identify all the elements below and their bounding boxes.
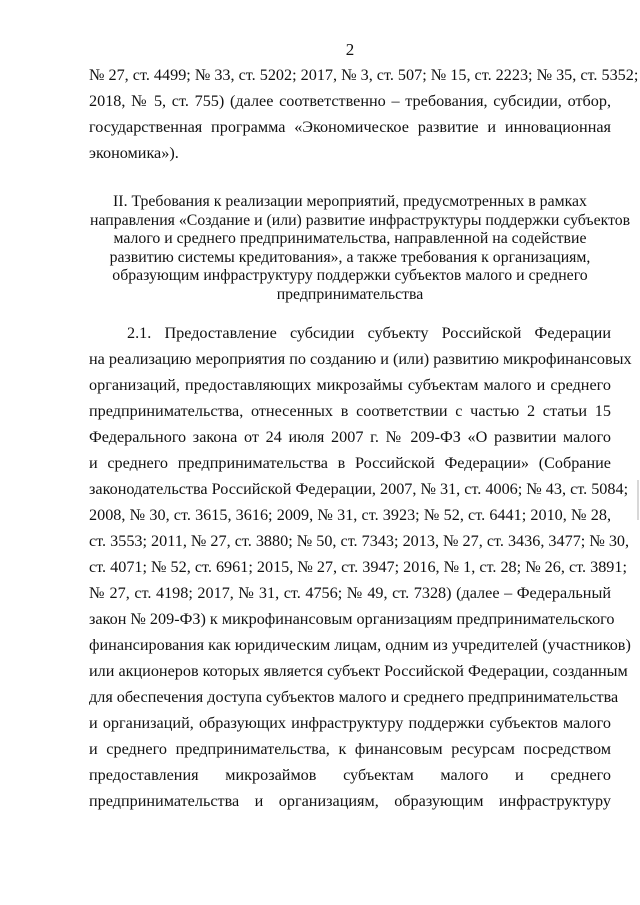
scan-edge-mark <box>637 480 639 520</box>
paragraph-line: 2.1. Предоставление субсидии субъекту Российской Федерации <box>127 324 611 342</box>
heading-line: II. Требования к реализации мероприятий, предусмотренных в рамках <box>113 193 587 210</box>
paragraph-line: предоставления микрозаймов субъектам малого и среднего <box>89 766 611 784</box>
intro-line: экономика»). <box>89 144 179 162</box>
section-heading <box>90 193 631 305</box>
paragraph-line: ст. 4071; № 52, ст. 6961; 2015, № 27, ст. 3947; 2016, № 1, ст. 28; № 26, ст. 3891; <box>89 558 627 576</box>
paragraph-line: № 27, ст. 4198; 2017, № 31, ст. 4756; № 49, ст. 7328) (далее – Федеральный <box>89 584 611 602</box>
paragraph-line: ст. 3553; 2011, № 27, ст. 3880; № 50, ст. 7343; 2013, № 27, ст. 3436, 3477; № 30, <box>89 532 630 550</box>
heading-line: образующим инфраструктуру поддержки субъектов малого и среднего <box>112 267 588 285</box>
heading-line: предпринимательства <box>276 285 424 303</box>
intro-paragraph <box>89 62 639 166</box>
paragraph-2-1 <box>89 320 632 814</box>
paragraph-line: или акционеров которых является субъект Российской Федерации, созданным <box>89 662 628 680</box>
intro-line: 2018, № 5, ст. 755) (далее соответственно – требования, субсидии, отбор, <box>89 92 611 110</box>
paragraph-line: для обеспечения доступа субъектов малого и среднего предпринимательства <box>89 688 619 706</box>
heading-line: малого и среднего предпринимательства, направленной на содействие <box>113 230 587 248</box>
heading-line: развитию системы кредитования», а также требования к организациям, <box>109 248 591 266</box>
paragraph-line: предпринимательства, отнесенных в соответствии с частью 2 статьи 15 <box>89 402 611 420</box>
paragraph-line: и среднего предпринимательства в Российской Федерации» (Собрание <box>89 454 611 472</box>
paragraph-line: закон № 209-ФЗ) к микрофинансовым организациям предпринимательского <box>89 610 615 628</box>
paragraph-line: организаций, предоставляющих микрозаймы субъектам малого и среднего <box>89 376 611 394</box>
paragraph-line: и организаций, образующих инфраструктуру поддержки субъектов малого <box>89 714 611 732</box>
paragraph-line: и среднего предпринимательства, к финансовым ресурсам посредством <box>89 740 611 758</box>
page-number: 2 <box>345 40 355 59</box>
intro-line: государственная программа «Экономическое развитие и инновационная <box>89 118 611 136</box>
paragraph-line: 2008, № 30, ст. 3615, 3616; 2009, № 31, ст. 3923; № 52, ст. 6441; 2010, № 28, <box>89 506 611 524</box>
paragraph-line: Федерального закона от 24 июля 2007 г. № 209-ФЗ «О развитии малого <box>89 428 611 446</box>
paragraph-line: на реализацию мероприятия по созданию и (или) развитию микрофинансовых <box>89 350 632 368</box>
heading-line: направления «Создание и (или) развитие инфраструктуры поддержки субъектов <box>90 211 631 229</box>
intro-line: № 27, ст. 4499; № 33, ст. 5202; 2017, № 3, ст. 507; № 15, ст. 2223; № 35, ст. 5352; <box>89 66 639 84</box>
paragraph-line: законодательства Российской Федерации, 2007, № 31, ст. 4006; № 43, ст. 5084; <box>89 480 629 498</box>
paragraph-line: предпринимательства и организациям, образующим инфраструктуру <box>89 792 611 810</box>
paragraph-line: финансирования как юридическим лицам, одним из учредителей (участников) <box>89 636 631 654</box>
